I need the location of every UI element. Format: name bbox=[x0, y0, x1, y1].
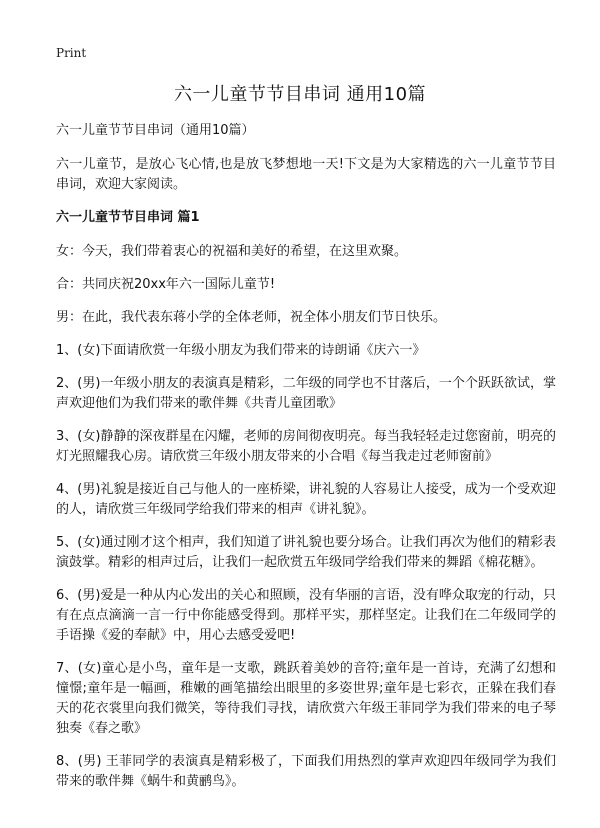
paragraph-6: 3、(女)静静的深夜群星在闪耀，老师的房间彻夜明亮。每当我轻轻走过您窗前，明亮的灯光照耀我心房。请欣赏三年级小朋友带来的小合唱《每当我走过老师窗前》 bbox=[56, 429, 556, 464]
print-link[interactable]: Print bbox=[56, 46, 87, 60]
paragraph-5: 2、(男)一年级小朋友的表演真是精彩，二年级的同学也不甘落后，一个个跃跃欲试，掌声欢迎他们为我们带来的歌伴舞《共青儿童团歌》 bbox=[56, 376, 556, 411]
paragraph-3: 男：在此，我代表东蒋小学的全体老师，祝全体小朋友们节日快乐。 bbox=[56, 310, 447, 325]
paragraph-10: 7、(女)童心是小鸟，童年是一支歌，跳跃着美妙的音符;童年是一首诗，充满了幻想和憧憬;童年是一幅画，稚嫩的画笔描绘出眼里的多姿世界;童年是七彩衣，正躲在我们春天的花衣裳里向我们微笑，等待我们寻找，请欣赏六年级王菲同学为我们带来的电子琴独奏《春之歌》 bbox=[56, 661, 556, 736]
paragraph-1: 女：今天，我们带着衷心的祝福和美好的希望，在这里欢聚。 bbox=[56, 244, 408, 259]
paragraph-8: 5、(女)通过刚才这个相声，我们知道了讲礼貌也要分场合。让我们再次为他们的精彩表演鼓掌。精彩的相声过后，让我们一起欣赏五年级同学给我们带来的舞蹈《棉花糖》。 bbox=[56, 535, 556, 570]
paragraph-4: 1、(女)下面请欣赏一年级小朋友为我们带来的诗朗诵《庆六一》 bbox=[56, 343, 426, 358]
page-title: 六一儿童节节目串词 通用10篇 bbox=[173, 84, 427, 105]
document-body bbox=[56, 121, 556, 805]
paragraph-7: 4、(男)礼貌是接近自己与他人的一座桥梁，讲礼貌的人容易让人接受，成为一个受欢迎的人，请欣赏三年级同学给我们带来的相声《讲礼貌》。 bbox=[56, 482, 556, 517]
section-heading: 六一儿童节节目串词 篇1 bbox=[56, 210, 200, 225]
intro-paragraph: 六一儿童节，是放心飞心情,也是放飞梦想地一天!下文是为大家精选的六一儿童节节目串词，欢迎大家阅读。 bbox=[56, 157, 556, 192]
paragraph-9: 6、(男)爱是一种从内心发出的关心和照顾，没有华丽的言语，没有哗众取宠的行动，只有在点点滴滴一言一行中你能感受得到。那样平实，那样坚定。让我们在二年级同学的手语操《爱的奉献》中，用心去感受爱吧! bbox=[56, 588, 556, 643]
paragraph-2: 合：共同庆祝20xx年六一国际儿童节! bbox=[56, 277, 276, 292]
document-subtitle: 六一儿童节节目串词（通用10篇） bbox=[56, 123, 255, 138]
paragraph-11: 8、(男) 王菲同学的表演真是精彩极了，下面我们用热烈的掌声欢迎四年级同学为我们带来的歌伴舞《蜗牛和黄鹂鸟》。 bbox=[56, 754, 556, 789]
